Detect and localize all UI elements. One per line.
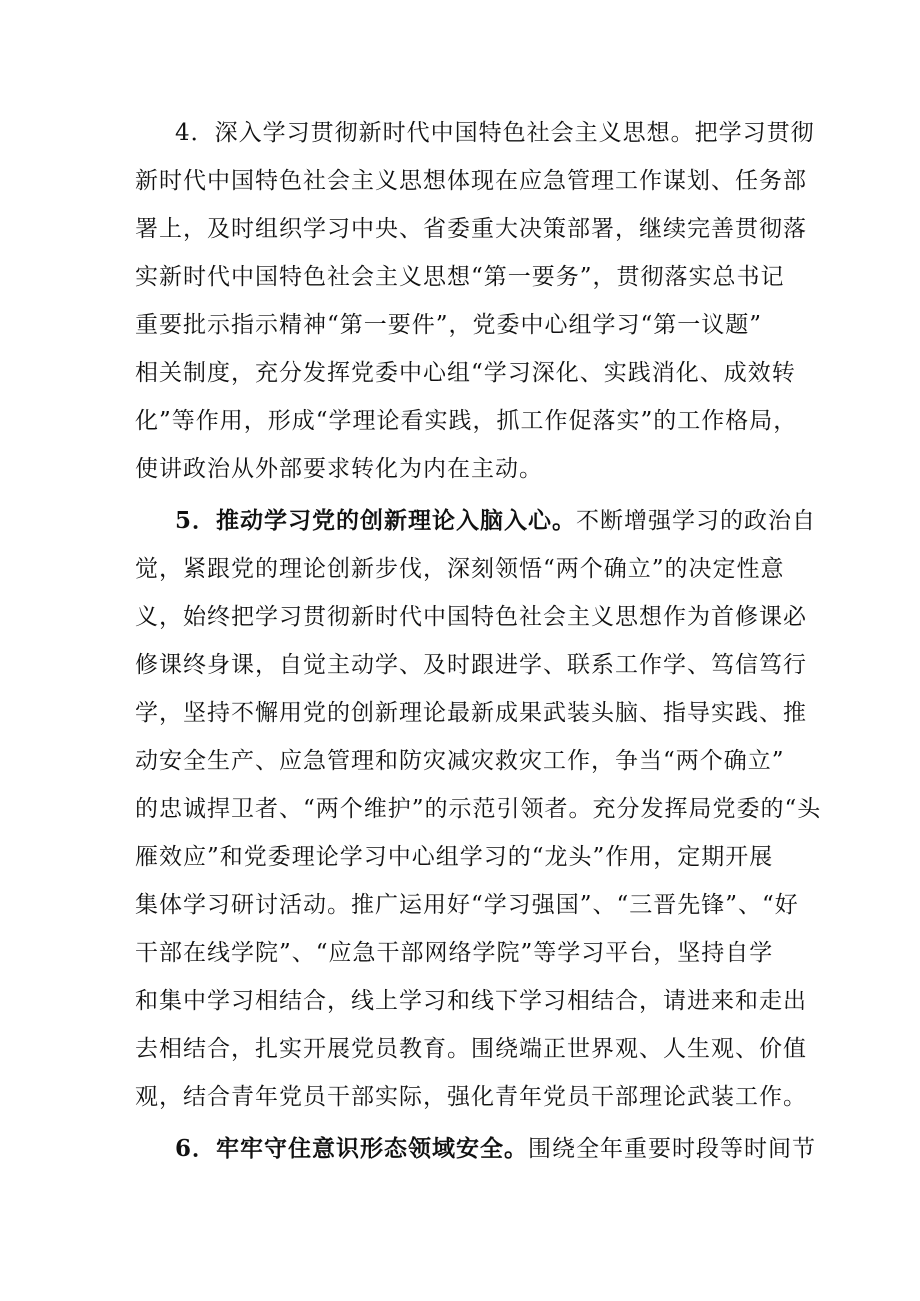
para5-line-10: 干部在线学院”、“应急干部网络学院”等学习平台，坚持自学	[135, 940, 774, 966]
para5-line-1	[175, 501, 817, 541]
para5-line-9: 集体学习研讨活动。推广运用好“学习强国”、“三晋先锋”、“好	[135, 892, 799, 918]
para5-line-5: 学，坚持不懈用党的创新理论最新成果武装头脑、指导实践、推	[135, 700, 807, 726]
para4-heading: 4．深入学习贯彻新时代中国特色社会主义思想。	[175, 120, 695, 146]
para4-line-2: 新时代中国特色社会主义思想体现在应急管理工作谋划、任务部	[135, 168, 807, 194]
para5-heading: 5．推动学习党的创新理论入脑入心。	[175, 507, 577, 534]
para4-line-8: 使讲政治从外部要求转化为内在主动。	[135, 456, 543, 482]
para6-line-1	[175, 1129, 817, 1169]
para4-line-3: 署上，及时组织学习中央、省委重大决策部署，继续完善贯彻落	[135, 216, 807, 242]
para5-line-13: 观，结合青年党员干部实际，强化青年党员干部理论武装工作。	[135, 1084, 807, 1110]
para4-line-6: 相关制度，充分发挥党委中心组“学习深化、实践消化、成效转	[135, 360, 796, 386]
para4-text: 把学习贯彻	[694, 120, 815, 146]
para5-line-8: 雁效应”和党委理论学习中心组学习的“龙头”作用，定期开展	[135, 844, 774, 870]
para5-line-4: 修课终身课，自觉主动学、及时跟进学、联系工作学、笃信笃行	[135, 652, 807, 678]
para5-line-2: 觉，紧跟党的理论创新步伐，深刻领悟“两个确立”的决定性意	[135, 556, 785, 582]
para4-line-7: 化”等作用，形成“学理论看实践，抓工作促落实”的工作格局，	[135, 408, 798, 434]
para5-line-7: 的忠诚捍卫者、“两个维护”的示范引领者。充分发挥局党委的“头	[135, 796, 822, 822]
para4-line-1	[175, 113, 815, 153]
para4-line-4: 实新时代中国特色社会主义思想“第一要务”，贯彻落实总书记	[135, 264, 785, 290]
para6-text: 围绕全年重要时段等时间节	[528, 1136, 817, 1162]
para6-heading: 6．牢牢守住意识形态领域安全。	[175, 1135, 529, 1162]
para5-line-3: 义，始终把学习贯彻新时代中国特色社会主义思想作为首修课必	[135, 604, 807, 630]
para5-line-12: 去相结合，扎实开展党员教育。围绕端正世界观、人生观、价值	[135, 1036, 807, 1062]
para4-line-5: 重要批示指示精神“第一要件”，党委中心组学习“第一议题”	[135, 312, 763, 338]
para5-line-6: 动安全生产、应急管理和防灾减灾救灾工作，争当“两个确立”	[135, 748, 785, 774]
para5-text: 不断增强学习的政治自	[576, 508, 817, 534]
para5-line-11: 和集中学习相结合，线上学习和线下学习相结合，请进来和走出	[135, 988, 807, 1014]
